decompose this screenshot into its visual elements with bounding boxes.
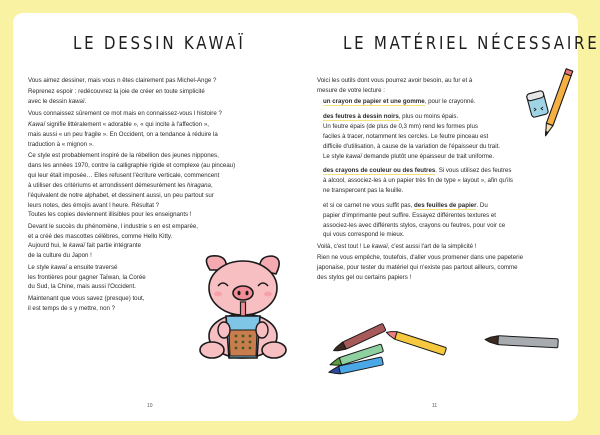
paragraph: Vous aimez dessiner, mais vous n êtes clairement pas Michel-Ange ?	[28, 77, 217, 84]
material-item: des feutres à dessin noirs, plus ou moins épais. Un feutre épais (de plus de 0,3 mm) rend les formes plus faciles à tracer, notamment les cercles. Le feutre pinceau est difficile d'utilisation, à cause de la variation de l'épaisseur du trait. Le style kawaï demande plutôt une épaisseur de trait uniforme.	[323, 113, 500, 160]
paragraph: Kawaï signifie littéralement « adorable », « qui incite à l'affection », mais aussi « un peu fragile ». En Occident, on a tendance à réduire la traduction à « mignon ».	[28, 121, 218, 148]
material-item: un crayon de papier et une gomme, pour le crayonné.	[323, 98, 476, 106]
right-page	[303, 13, 600, 421]
paragraph: Reprenez espoir : redécouvrez la joie de créer en toute simplicité avec le dessin kawaï.	[28, 88, 205, 106]
eraser-icon	[526, 90, 549, 118]
material-item: et si ce carnet ne vous suffit pas, des feuilles de papier. Du papier d'imprimante peut suffire. Essayez différentes textures et associez-les avec différents stylos, crayons ou feutres, pour voir ce qui vous correspond le mieux.	[323, 201, 506, 239]
pencil-eraser-illustration	[528, 68, 573, 143]
paragraph: Voilà, c'est tout ! Le kawaï, c'est aussi l'art de la simplicité !	[317, 242, 477, 250]
page-title: LE MATÉRIEL NÉCESSAIRE	[343, 34, 600, 54]
paragraph: Rien ne vous empêche, toutefois, d'aller vous promener dans une papeterie japonaise, pour tester du matériel qui n'existe pas partout ailleurs, comme des stylos gel ou certains papiers !	[317, 254, 523, 281]
markers-illustration	[323, 313, 568, 373]
left-page	[13, 13, 303, 421]
book-spread	[13, 13, 600, 421]
material-item: des crayons de couleur ou des feutres. Si vous utilisez des feutres à alcool, associez-les à un papier très fin de type « layout », afin qu'ils ne transpercent pas la feuille.	[323, 167, 513, 195]
pencil-icon	[542, 69, 573, 137]
page-title: LE DESSIN KAWAÏ	[73, 34, 246, 54]
pig-bubble-tea-illustration	[188, 248, 298, 368]
paragraph: Le style kawaï a ensuite traversé les frontières pour gagner Taïwan, la Corée du Sud, la Chine, mais aussi l'Occident.	[28, 263, 146, 291]
paragraph: Ce style est probablement inspiré de la rébellion des jeunes nippones, dans les années 1970, contre la calligraphie rigide et complexe (au pinceau) qui leur était imposée… Elles refusent l'écriture verticale, commencent à utiliser des critériums et arrondissent démesurément les hiragana, l'équivalent de notre alphabet, et dessinent aussi, un peu partout sur leurs notes, des émojis avant l heure. Résultat ? Toutes les copies deviennent illisibles pour les enseignants !	[28, 152, 236, 219]
paragraph: Devant le succès du phénomène, l industrie s en est emparée, et a créé des mascottes célèbres, comme Hello Kitty. Aujourd hui, le kawaï fait partie intégrante de la culture du Japon !	[28, 222, 198, 260]
intro: Voici les outils dont vous pourrez avoir besoin, au fur et à mesure de votre lecture :	[317, 77, 473, 94]
pig-snout	[233, 286, 253, 300]
marker-yellow	[385, 329, 446, 356]
page-number: 10	[147, 403, 153, 409]
paragraph: Maintenant que vous savez (presque) tout, il est temps de s y mettre, non ?	[28, 294, 145, 312]
marker-gray	[485, 335, 558, 348]
paragraph: Vous connaissez sûrement ce mot mais en connaissez-vous l histoire ?	[28, 109, 222, 117]
page-number: 11	[432, 403, 438, 409]
